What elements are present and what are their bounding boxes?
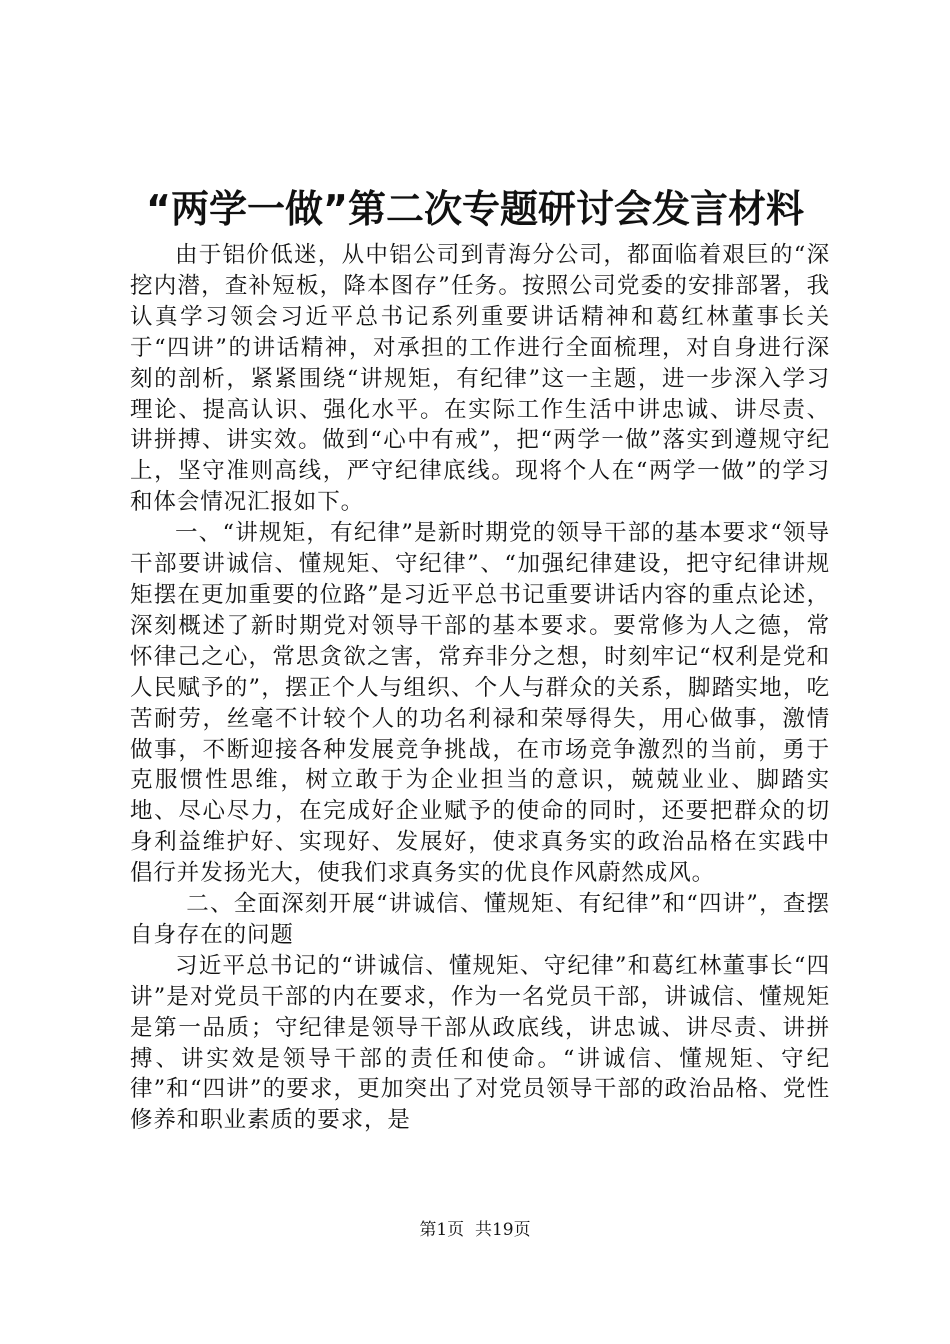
paragraph-section-one: 一、“讲规矩，有纪律”是新时期党的领导干部的基本要求“领导干部要讲诚信、懂规矩、守纪律”、“加强纪律建设，把守纪律讲规矩摆在更加重要的位路”是习近平总书记重要讲话内容的重点论述，深刻概述了新时期党对领导干部的基本要求。要常修为人之德，常怀律己之心，常思贪欲之害，常弃非分之想，时刻牢记“权利是党和人民赋予的”，摆正个人与组织、个人与群众的关系，脚踏实地，吃苦耐劳，丝毫不计较个人的功名利禄和荣辱得失，用心做事，激情做事，不断迎接各种发展竞争挑战，在市场竞争激烈的当前，勇于克服惯性思维，树立敢于为企业担当的意识，兢兢业业、脚踏实地、尽心尽力，在完成好企业赋予的使命的同时，还要把群众的切身利益维护好、实现好、发展好，使求真务实的政治品格在实践中倡行并发扬光大，使我们求真务实的优良作风蔚然成风。 xyxy=(130,520,830,887)
document-title: “两学一做”第二次专题研讨会发言材料 xyxy=(146,187,804,231)
paragraph-section-two: 习近平总书记的“讲诚信、懂规矩、守纪律”和葛红林董事长“四讲”是对党员干部的内在要求，作为一名党员干部，讲诚信、懂规矩是第一品质；守纪律是领导干部从政底线，讲忠诚、讲尽责、讲拼搏、讲实效是领导干部的责任和使命。“讲诚信、懂规矩、守纪律”和“四讲”的要求，更加突出了对党员领导干部的政治品格、党性修养和职业素质的要求，是 xyxy=(130,952,830,1134)
page-footer xyxy=(0,1218,950,1242)
section-two-heading: 二、全面深刻开展“讲诚信、懂规矩、有纪律”和“四讲”，查摆自身存在的问题 xyxy=(130,891,830,948)
page-number: 第1页 共19页 xyxy=(419,1220,531,1240)
paragraph-intro: 由于铝价低迷，从中铝公司到青海分公司，都面临着艰巨的“深挖内潜，查补短板，降本图存”任务。按照公司党委的安排部署，我认真学习领会习近平总书记系列重要讲话精神和葛红林董事长关于“四讲”的讲话精神，对承担的工作进行全面梳理，对自身进行深刻的剖析，紧紧围绕“讲规矩，有纪律”这一主题，进一步深入学习理论、提高认识、强化水平。在实际工作生活中讲忠诚、讲尽责、讲拼搏、讲实效。做到“心中有戒”，把“两学一做”落实到遵规守纪上，坚守准则高线，严守纪律底线。现将个人在“两学一做”的学习和体会情况汇报如下。 xyxy=(130,242,830,516)
document-body xyxy=(130,240,830,1136)
